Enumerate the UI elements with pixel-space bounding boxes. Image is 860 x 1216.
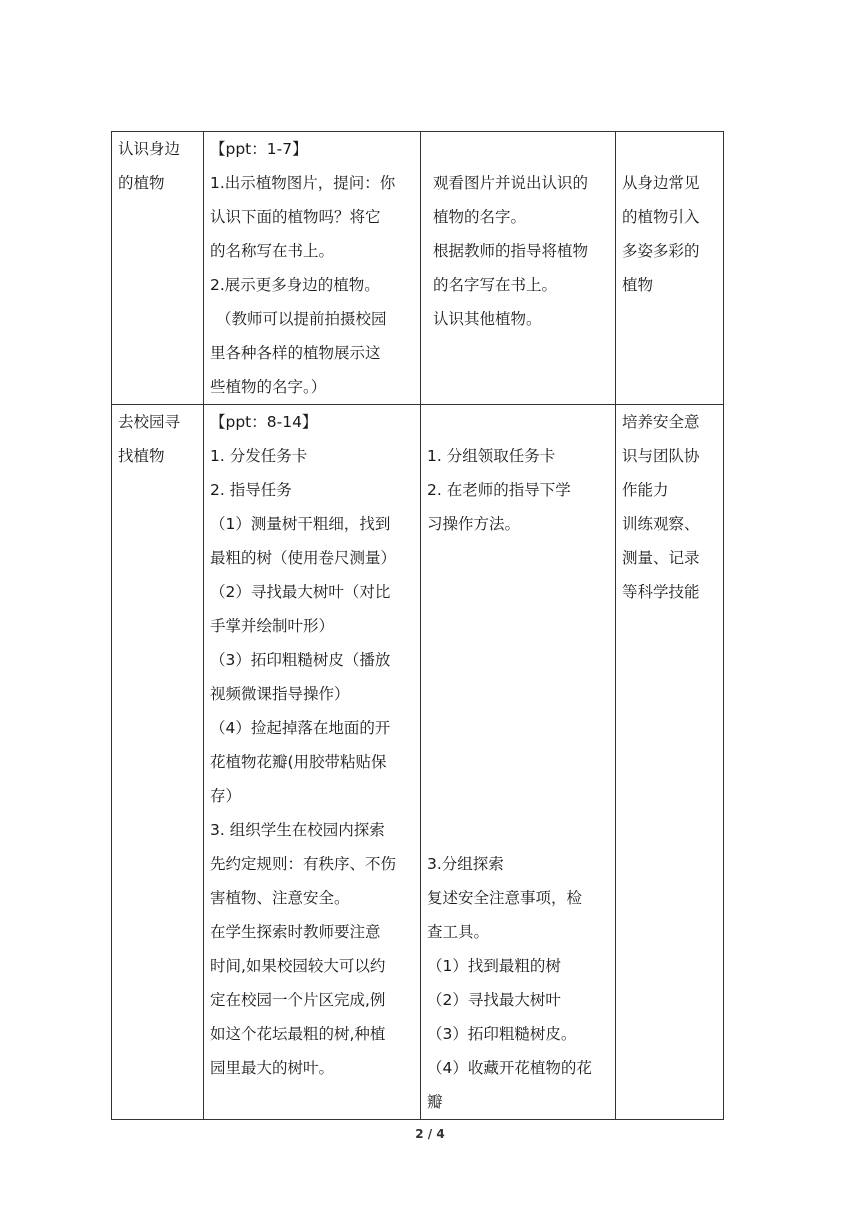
cell-line: 定在校园一个片区完成,例	[210, 991, 386, 1009]
cell-line: 2. 指导任务	[210, 481, 292, 499]
cell-line: 作能力	[622, 481, 669, 499]
student-activity-cell	[421, 132, 616, 405]
cell-line: 找植物	[118, 447, 165, 465]
cell-line: 查工具。	[427, 923, 490, 941]
cell-line: （3）拓印粗糙树皮。	[427, 1025, 577, 1043]
table-row	[112, 132, 724, 405]
cell-line: 些植物的名字。）	[210, 378, 327, 396]
cell-line: 认识身边	[118, 140, 181, 158]
cell-line: （3）拓印粗糙树皮（播放	[210, 651, 391, 669]
cell-line: 的植物引入	[622, 208, 700, 226]
cell-line: 根据教师的指导将植物	[433, 242, 589, 260]
cell-line: 先约定规则：有秩序、不伤	[210, 855, 397, 873]
cell-line: 测量、记录	[622, 549, 700, 567]
lesson-plan-table	[111, 131, 724, 1120]
cell-line: 去校园寻	[118, 413, 181, 431]
cell-line: 认识下面的植物吗？将它	[210, 208, 381, 226]
cell-line: （教师可以提前拍摄校园	[216, 310, 387, 328]
cell-line: 【ppt：1-7】	[210, 140, 308, 158]
cell-line: 1.出示植物图片，提问：你	[210, 174, 396, 192]
cell-line: 的名称写在书上。	[210, 242, 335, 260]
cell-line: 3.分组探索	[427, 855, 504, 873]
cell-line: 最粗的树（使用卷尺测量）	[210, 549, 397, 567]
cell-line: （1）测量树干粗细，找到	[210, 515, 391, 533]
cell-line: 2.展示更多身边的植物。	[210, 276, 380, 294]
cell-line: 存）	[210, 787, 242, 805]
cell-line: 识与团队协	[622, 447, 700, 465]
student-activity-cell	[421, 405, 616, 1120]
purpose-cell	[616, 405, 724, 1120]
topic-cell	[112, 132, 204, 405]
cell-line: 多姿多彩的	[622, 242, 700, 260]
cell-line: （4）捡起掉落在地面的开	[210, 719, 391, 737]
cell-line: 等科学技能	[622, 583, 700, 601]
cell-line: 花植物花瓣(用胶带粘贴保	[210, 753, 387, 771]
cell-line: 里各种各样的植物展示这	[210, 344, 381, 362]
cell-line: 3. 组织学生在校园内探索	[210, 821, 385, 839]
purpose-cell	[616, 132, 724, 405]
cell-line: （4）收藏开花植物的花	[427, 1059, 592, 1077]
cell-line: （2）寻找最大树叶（对比	[210, 583, 391, 601]
cell-line: （2）寻找最大树叶	[427, 991, 561, 1009]
page-number: 2 / 4	[415, 1127, 445, 1141]
cell-line: 训练观察、	[622, 515, 700, 533]
cell-line: 在学生探索时教师要注意	[210, 923, 381, 941]
table-row	[112, 405, 724, 1120]
cell-line: 的名字写在书上。	[433, 276, 558, 294]
cell-line: 瓣	[427, 1093, 443, 1111]
cell-line: 观看图片并说出认识的	[433, 174, 589, 192]
cell-line: 习操作方法。	[427, 515, 521, 533]
teacher-activity-cell	[204, 405, 421, 1120]
cell-line: 从身边常见	[622, 174, 700, 192]
cell-line: 植物	[622, 276, 654, 294]
cell-line: 植物的名字。	[433, 208, 527, 226]
cell-line: 手掌并绘制叶形）	[210, 617, 335, 635]
cell-line: 时间,如果校园较大可以约	[210, 957, 386, 975]
cell-line: 视频微课指导操作）	[210, 685, 350, 703]
cell-line: 害植物、注意安全。	[210, 889, 350, 907]
cell-line: 如这个花坛最粗的树,种植	[210, 1025, 386, 1043]
cell-line: 的植物	[118, 174, 165, 192]
cell-line: 2. 在老师的指导下学	[427, 481, 571, 499]
cell-line: 1. 分组领取任务卡	[427, 447, 556, 465]
topic-cell	[112, 405, 204, 1120]
teacher-activity-cell	[204, 132, 421, 405]
cell-line: （1）找到最粗的树	[427, 957, 561, 975]
cell-line: 复述安全注意事项，检	[427, 889, 583, 907]
cell-line: 【ppt：8-14】	[210, 413, 318, 431]
cell-line: 园里最大的树叶。	[210, 1059, 335, 1077]
cell-line: 培养安全意	[622, 413, 700, 431]
cell-line: 认识其他植物。	[433, 310, 542, 328]
cell-line: 1. 分发任务卡	[210, 447, 308, 465]
